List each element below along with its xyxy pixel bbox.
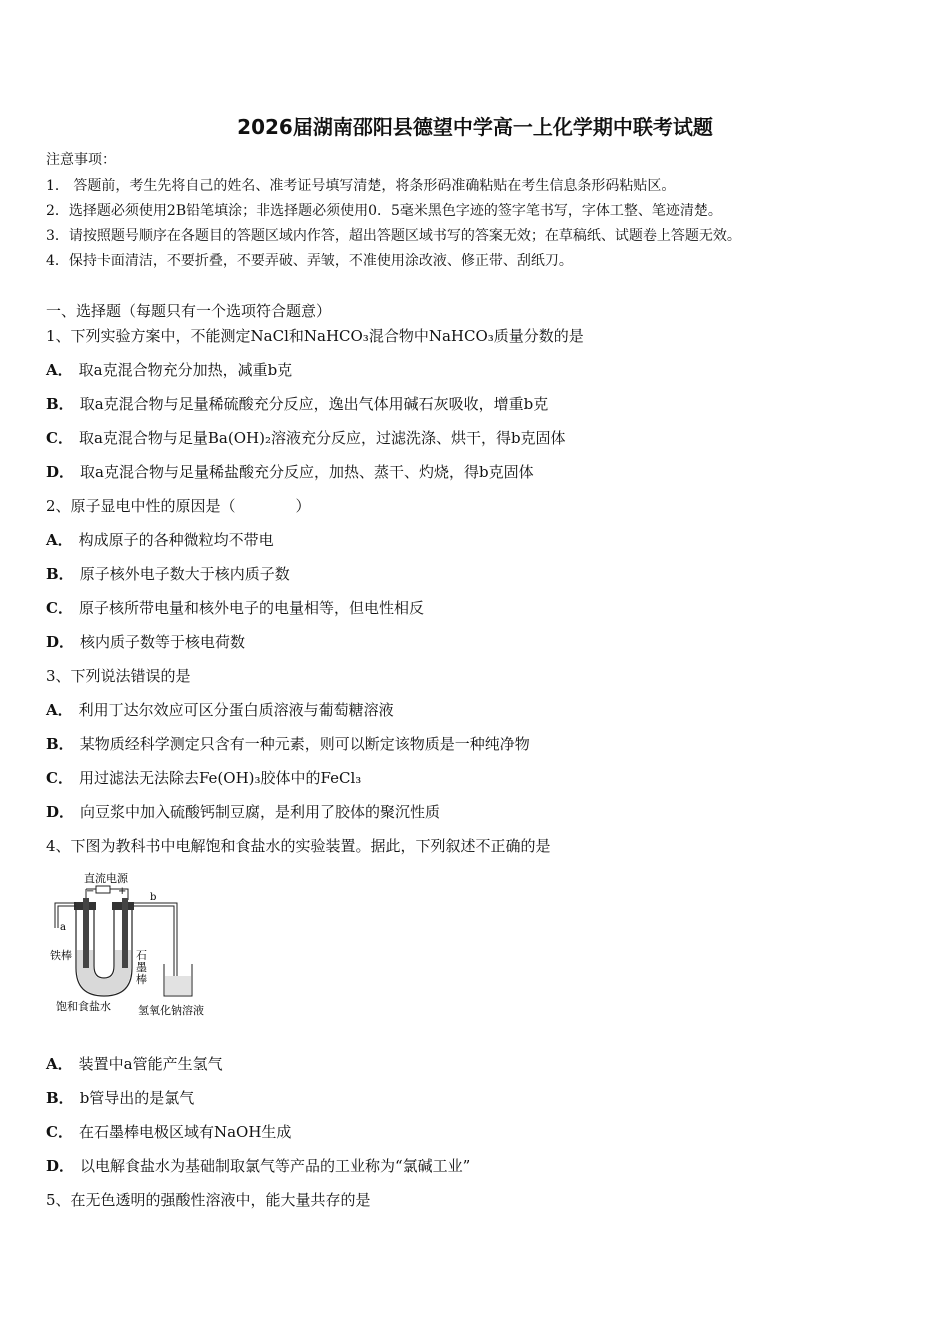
option-text: 原子核外电子数大于核内质子数 <box>79 565 290 583</box>
option-label: B． <box>46 565 74 583</box>
label-graphite-2: 墨 <box>136 961 147 974</box>
q3-option-c <box>46 769 361 787</box>
option-label: C． <box>46 769 73 787</box>
option-text: 某物质经科学测定只含有一种元素，则可以断定该物质是一种纯净物 <box>79 735 530 753</box>
option-text: b管导出的是氯气 <box>79 1089 195 1107</box>
power-supply-label: 直流电源 <box>84 872 128 885</box>
option-label: D． <box>46 1157 75 1175</box>
option-text: 取a克混合物与足量稀盐酸充分反应，加热、蒸干、灼烧，得b克固体 <box>80 463 534 481</box>
option-text: 在石墨棒电极区域有NaOH生成 <box>78 1123 292 1141</box>
option-label: C． <box>46 429 73 447</box>
option-label: B． <box>46 735 74 753</box>
option-text: 原子核所带电量和核外电子的电量相等，但电性相反 <box>78 599 424 617</box>
minus-sign: − <box>86 886 95 897</box>
q2-option-d <box>46 633 245 651</box>
option-label: A． <box>46 361 73 379</box>
question-3-stem: 3、下列说法错误的是 <box>46 667 191 685</box>
plus-sign: + <box>118 886 127 897</box>
notice-item-4: 4．保持卡面清洁，不要折叠，不要弄破、弄皱，不准使用涂改液、修正带、刮纸刀。 <box>46 253 573 269</box>
question-5-stem: 5、在无色透明的强酸性溶液中，能大量共存的是 <box>46 1191 371 1209</box>
electrolysis-apparatus-figure <box>46 868 216 1018</box>
page-title: 2026届湖南邵阳县德望中学高一上化学期中联考试题 <box>237 115 713 139</box>
q4-option-d <box>46 1157 470 1175</box>
label-b: b <box>150 892 157 903</box>
label-iron-rod: 铁棒 <box>50 949 72 962</box>
option-text: 以电解食盐水为基础制取氯气等产品的工业称为“氯碱工业” <box>80 1157 471 1175</box>
option-text: 用过滤法无法除去Fe(OH)₃胶体中的FeCl₃ <box>78 769 362 787</box>
option-label: A． <box>46 531 73 549</box>
q3-option-a <box>46 701 394 719</box>
q2-option-b <box>46 565 290 583</box>
option-text: 取a克混合物与足量Ba(OH)₂溶液充分反应，过滤洗涤、烘干，得b克固体 <box>78 429 566 447</box>
option-label: C． <box>46 1123 73 1141</box>
question-4-stem: 4、下图为教科书中电解饱和食盐水的实验装置。据此，下列叙述不正确的是 <box>46 837 551 855</box>
q4-option-b <box>46 1089 194 1107</box>
notice-item-1: 1． 答题前，考生先将自己的姓名、准考证号填写清楚，将条形码准确粘贴在考生信息条形码粘贴区。 <box>46 178 676 194</box>
option-label: A． <box>46 1055 73 1073</box>
label-a: a <box>60 922 66 933</box>
option-label: A． <box>46 701 73 719</box>
option-text: 装置中a管能产生氢气 <box>78 1055 223 1073</box>
option-label: B． <box>46 1089 74 1107</box>
question-2-stem: 2、原子显电中性的原因是（ ） <box>46 497 311 515</box>
q1-option-a <box>46 361 292 379</box>
q1-option-b <box>46 395 548 413</box>
q4-option-a <box>46 1055 223 1073</box>
u-tube-inner <box>94 908 114 978</box>
option-text: 取a克混合物与足量稀硫酸充分反应，逸出气体用碱石灰吸收，增重b克 <box>79 395 549 413</box>
label-graphite-1: 石 <box>136 949 147 962</box>
label-brine: 饱和食盐水 <box>56 1000 111 1013</box>
section-title: 一、选择题（每题只有一个选项符合题意） <box>46 302 332 320</box>
option-text: 核内质子数等于核电荷数 <box>80 633 246 651</box>
question-1-stem: 1、下列实验方案中，不能测定NaCl和NaHCO₃混合物中NaHCO₃质量分数的是 <box>46 327 584 345</box>
iron-electrode <box>83 898 89 968</box>
option-text: 构成原子的各种微粒均不带电 <box>78 531 274 549</box>
q2-option-a <box>46 531 274 549</box>
graphite-electrode <box>122 898 128 968</box>
q1-option-d <box>46 463 534 481</box>
q4-option-c <box>46 1123 291 1141</box>
q1-option-c <box>46 429 566 447</box>
label-graphite-3: 棒 <box>136 973 147 986</box>
q3-option-d <box>46 803 440 821</box>
naoh-liquid <box>165 976 191 995</box>
option-text: 利用丁达尔效应可区分蛋白质溶液与葡萄糖溶液 <box>78 701 394 719</box>
power-box <box>96 886 110 893</box>
option-label: D． <box>46 463 75 481</box>
notice-item-2: 2．选择题必须使用2B铅笔填涂；非选择题必须使用0．5毫米黑色字迹的签字笔书写，字体工整、笔迹清楚。 <box>46 203 722 219</box>
option-label: D． <box>46 803 75 821</box>
electrolysis-diagram <box>46 868 216 1018</box>
q3-option-b <box>46 735 530 753</box>
label-naoh-solution: 氢氧化钠溶液 <box>138 1004 204 1017</box>
option-text: 向豆浆中加入硫酸钙制豆腐，是利用了胶体的聚沉性质 <box>80 803 441 821</box>
notice-heading: 注意事项： <box>46 152 116 168</box>
option-label: D． <box>46 633 75 651</box>
option-text: 取a克混合物充分加热，减重b克 <box>78 361 293 379</box>
notice-item-3: 3．请按照题号顺序在各题目的答题区域内作答，超出答题区域书写的答案无效；在草稿纸、试题卷上答题无效。 <box>46 228 741 244</box>
q2-option-c <box>46 599 424 617</box>
option-label: C． <box>46 599 73 617</box>
option-label: B． <box>46 395 74 413</box>
